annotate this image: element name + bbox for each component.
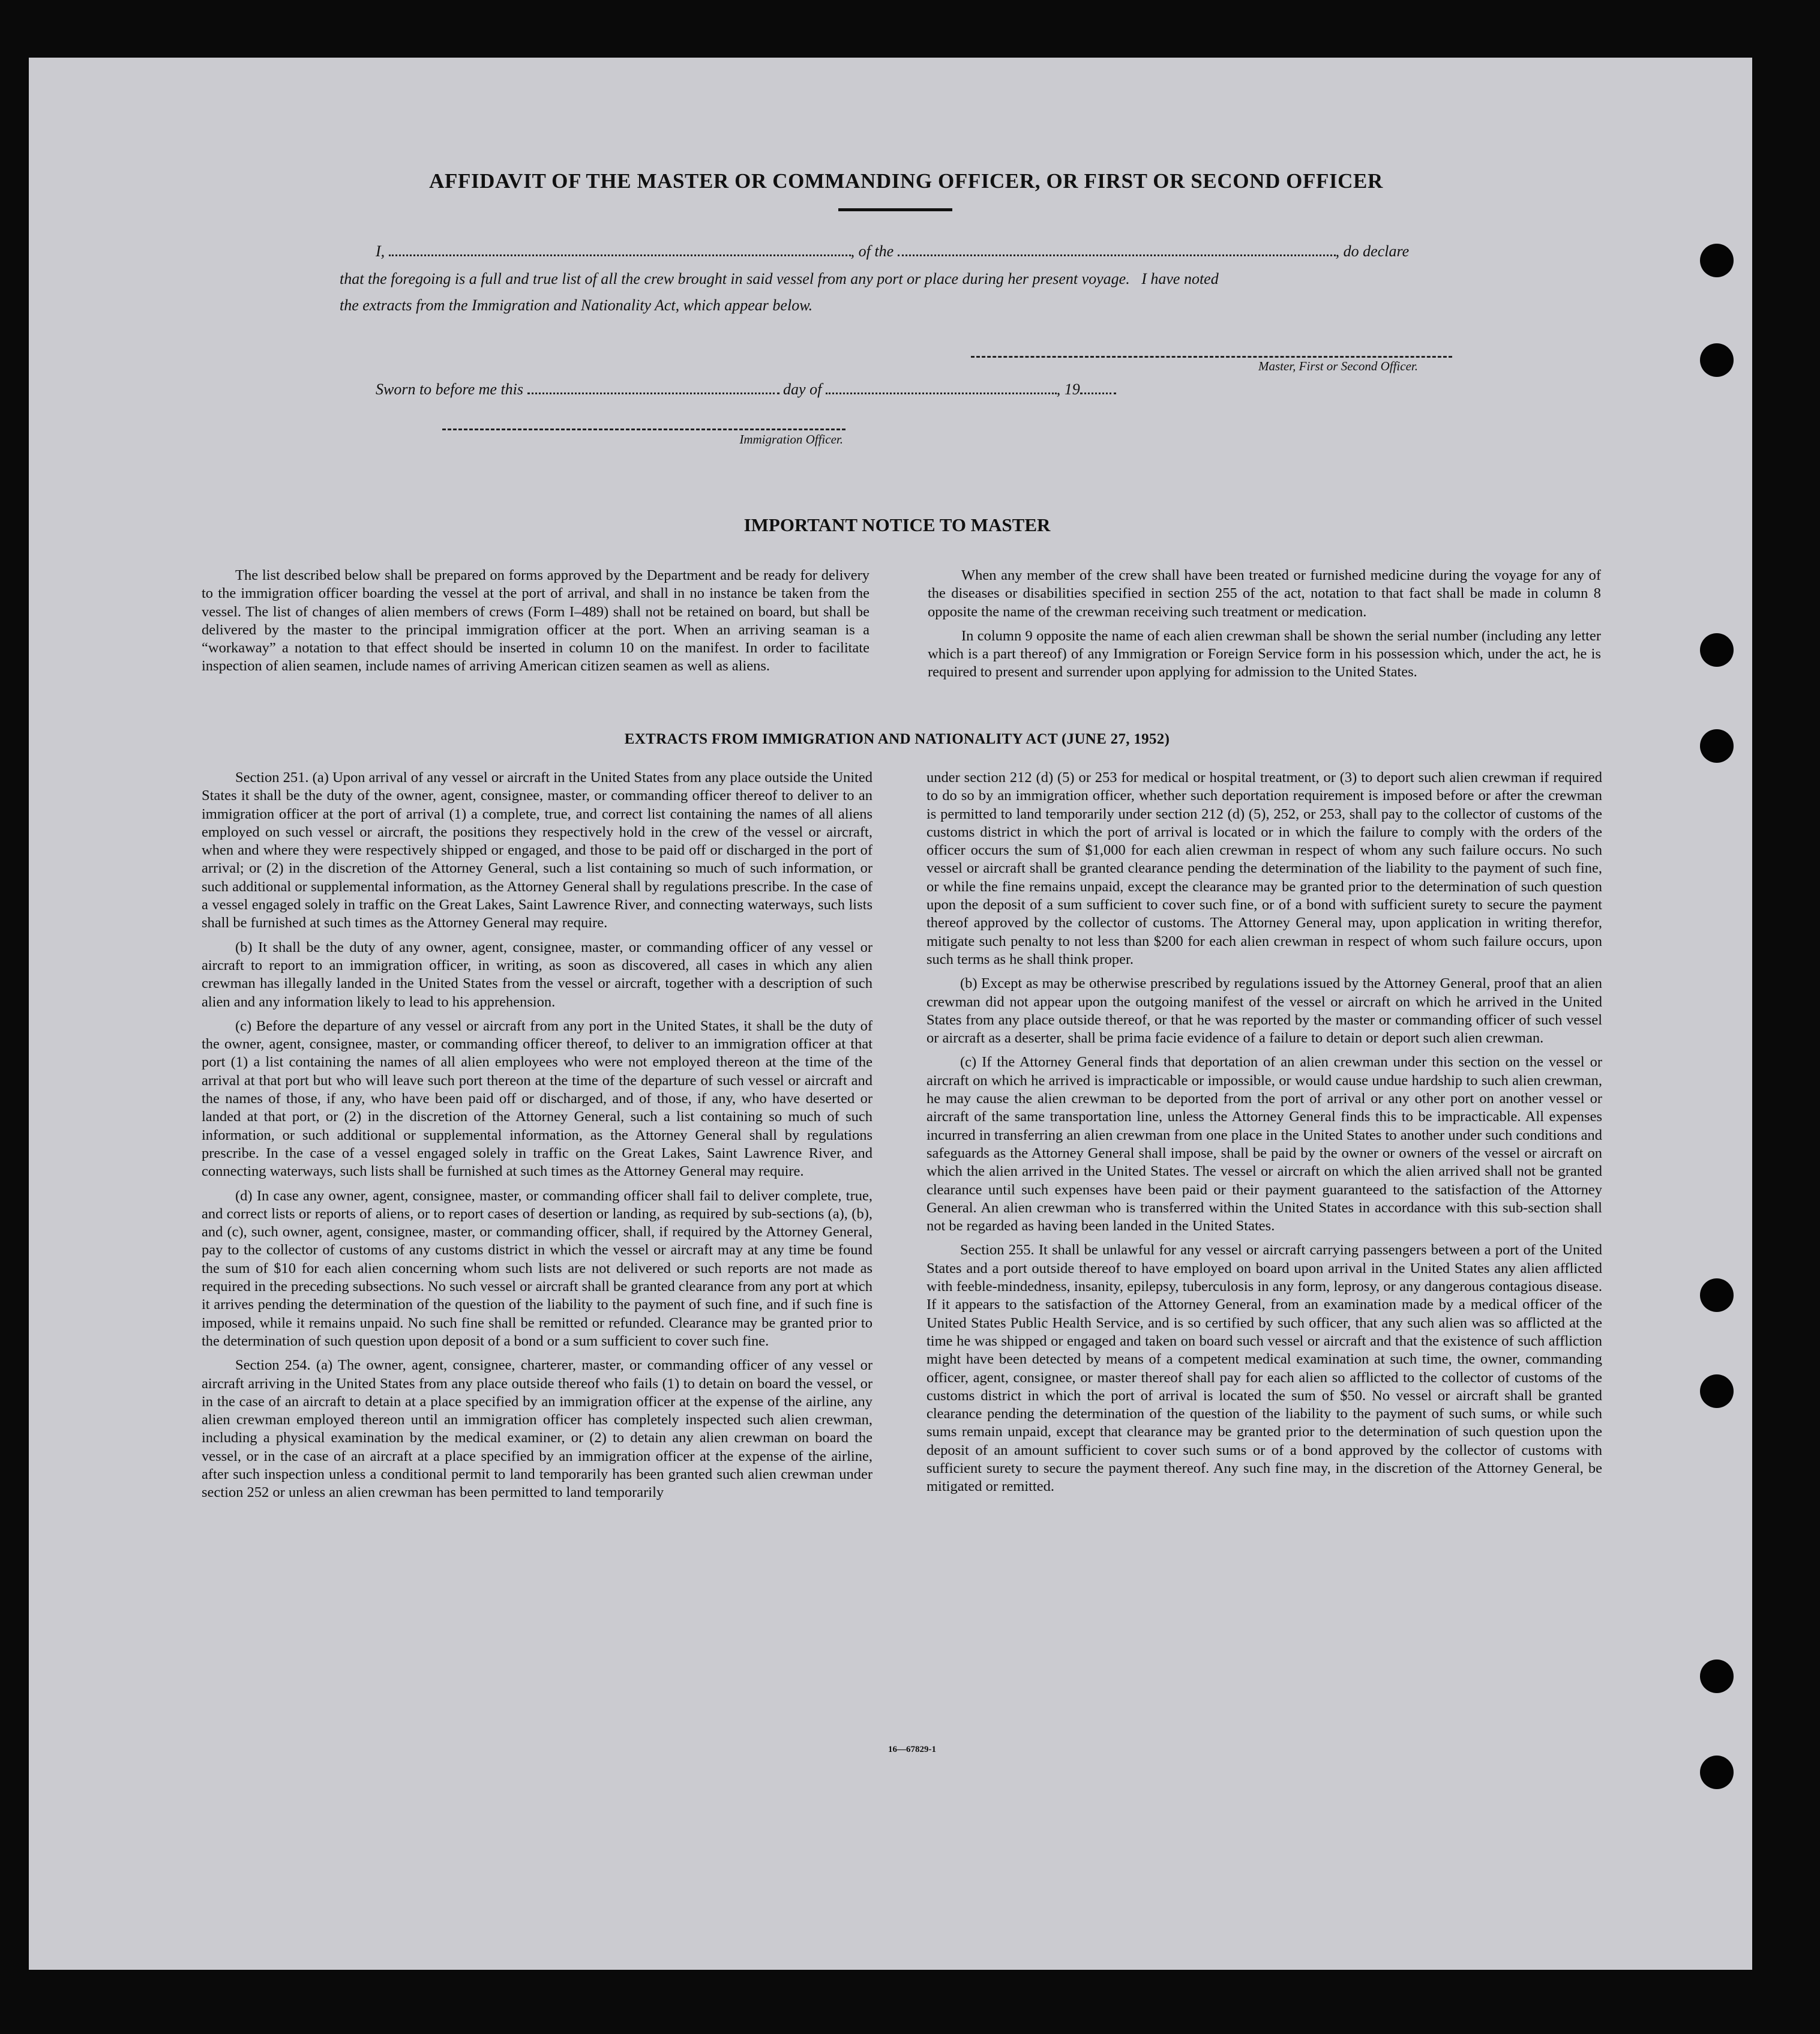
act-section-paragraph: (d) In case any owner, agent, consignee, master, or commanding officer shall fail to deliver complete, true, and correct lists or reports of aliens, or to report cases of desertion or landing, as required by sub-sections (a), (b), and (c), such owner, agent, consignee, master, or commanding officer, shall, if required by the Attorney General, pay to the collector of customs of any customs district in which the vessel or aircraft may at any time be found the sum of $10 for each alien concerning whom such lists are not delivered or such reports are not made as required in the preceding subsections. No such vessel or aircraft shall be granted clearance from any port at which it arrives pending the determination of the question of the liability to the payment of such fine, and if such fine is imposed, while it remains unpaid. No such fine shall be remitted or refunded. Clearance may be granted prior to the determination of such question upon deposit of a bond or a sum sufficient to cover such fine. <box>202 1187 872 1349</box>
sworn-line <box>376 381 1216 399</box>
act-section-paragraph: under section 212 (d) (5) or 253 for medical or hospital treatment, or (3) to deport such alien crewman if required to do so by an immigration officer, whether such deportation requirement is imposed before or after the crewman is permitted to land temporarily under section 212 (d) (5), 252, or 253, shall pay to the collector of customs of the customs district in which the port of arrival is located or in which the failure to comply with the orders of the officer occurs the sum of $1,000 for each alien crewman in respect of whom any such failure occurs. No such vessel or aircraft shall be granted clearance pending the determination of the liability to the payment of such fine, or while the fine remains unpaid, except the clearance may be granted prior to the determination of such question upon the deposit of a sum sufficient to cover such fine, or of a bond with sufficient surety to secure the payment thereof approved by the collector of customs. The Attorney General may, upon application in writing therefor, mitigate such penalty to not less than $200 for each alien crewman in respect of whom such failure occurs, upon such terms as he shall think proper. <box>927 769 1602 967</box>
sworn-month-blank <box>826 393 1057 394</box>
sworn-date-blank <box>527 393 779 394</box>
act-section-paragraph: (c) If the Attorney General finds that deportation of an alien crewman under this section on the vessel or aircraft on which he arrived is impracticable or impossible, or would cause undue hardship to such alien crewman, he may cause the alien crewman to be deported from the port of arrival or any other port on another vessel or aircraft of the same transportation line, unless the Attorney General finds this to be impracticable. All expenses incurred in transferring an alien crewman from one place in the United States to another under such conditions and safeguards as the Attorney General shall impose, shall be paid by the owner or owners of the vessel or aircraft on which the alien arrived in the United States. The vessel or aircraft on which the alien arrived shall not be granted clearance until such expenses have been paid or their payment guaranteed to the satisfaction of the Attorney General. An alien crewman who is transferred within the United States in accordance with this sub-section shall not be regarded as having been landed in the United States. <box>927 1054 1602 1235</box>
affidavit-statement-line: that the foregoing is a full and true list of all the crew brought in said vessel from any port or place during her present voyage. I have noted <box>340 270 1219 287</box>
affidavit-statement-line: the extracts from the Immigration and Nationality Act, which appear below. <box>340 296 813 314</box>
punch-hole <box>1700 729 1734 763</box>
name-blank <box>389 254 851 256</box>
punch-hole <box>1700 1278 1734 1312</box>
extracts-left-column <box>202 769 872 1508</box>
act-section-paragraph: Section 255. It shall be unlawful for any vessel or aircraft carrying passengers between a port of the United States and a port outside thereof to have employed on board upon arrival in the United States any alien afflicted with feeble-mindedness, insanity, epilepsy, tuberculosis in any form, leprosy, or any dangerous contagious disease. If it appears to the satisfaction of the Attorney General, from an examination made by a medical officer of the United States Public Health Service, and is so certified by such officer, that any such alien was so afflicted at the time he was shipped or engaged and taken on board such vessel or aircraft and that the existence of such affliction might have been detected by means of a competent medical examination at such time, the owner, commanding officer, agent, consignee, or master thereof shall pay for each alien so afflicted to the collector of customs of the customs district in which the port of arrival is located the sum of $50. No vessel or aircraft shall be granted clearance pending the determination of the question of the liability to the payment of such sums, or while such sums remain unpaid, except that clearance may be granted prior to the determination of such question upon the deposit of an amount sufficient to cover such sums or of a bond approved by the collector of customs with sufficient surety to secure the payment thereof. Any such fine may, in the discretion of the Attorney General, be mitigated or remitted. <box>927 1242 1602 1495</box>
notice-left-column <box>202 567 869 682</box>
punch-hole <box>1700 633 1734 667</box>
act-section-paragraph: (b) Except as may be otherwise prescribed by regulations issued by the Attorney General, proof that an alien crewman did not appear upon the outgoing manifest of the vessel or aircraft on which he arrived in the United States from any place outside thereof, or that he was reported by the master or commanding officer of such vessel or aircraft as a deserter, shall be prima facie evidence of a failure to detain or deport such alien crewman. <box>927 975 1602 1047</box>
title-underline <box>838 208 952 211</box>
affidavit-declaration-line <box>376 242 1456 260</box>
master-signature-line <box>971 356 1452 358</box>
notice-heading: IMPORTANT NOTICE TO MASTER <box>743 514 1051 535</box>
affidavit-title: AFFIDAVIT OF THE MASTER OR COMMANDING OFFICER, OR FIRST OR SECOND OFFICER <box>429 169 1383 193</box>
punch-hole <box>1700 1659 1734 1693</box>
officer-signature-caption: Immigration Officer. <box>739 432 843 447</box>
form-number: 16—67829-1 <box>888 1745 936 1754</box>
punch-hole <box>1700 1374 1734 1408</box>
act-section-paragraph: (b) It shall be the duty of any owner, agent, consignee, master, or commanding officer of any vessel or aircraft to report to an immigration officer, in writing, as soon as discovered, all cases in which any alien crewman has illegally landed in the United States from the vessel or aircraft, together with a description of such alien and any information likely to lead to his apprehension. <box>202 939 872 1010</box>
act-section-paragraph: Section 251. (a) Upon arrival of any vessel or aircraft in the United States from any place outside the United States it shall be the duty of the owner, agent, consignee, master, or commanding officer thereof to deliver to an immigration officer at the port of arrival (1) a complete, true, and correct list containing the names of all aliens employed on such vessel or aircraft, the positions they respectively hold in the crew of the vessel or aircraft, when and where they were respectively shipped or engaged, and those to be paid off or discharged in the port of arrival; or (2) in the discretion of the Attorney General, such a list containing so much of such information, or such additional or supplemental information, as the Attorney General shall by regulations prescribe. In the case of a vessel engaged solely in traffic on the Great Lakes, Saint Lawrence River, and connecting waterways, such lists shall be furnished at such times as the Attorney General may require. <box>202 769 872 931</box>
year-blank <box>1080 393 1116 394</box>
notice-paragraph: The list described below shall be prepared on forms approved by the Department and be ready for delivery to the immigration officer boarding the vessel at the port of arrival, and shall in no instance be taken from the vessel. The list of changes of alien members of crews (Form I–489) shall not be retained on board, but shall be delivered by the master to the principal immigration officer at the port. When an arriving seaman is a “workaway” a notation to that effect should be inserted in column 10 on the manifest. In order to facilitate inspection of alien seamen, include names of arriving American citizen seamen as well as aliens. <box>202 567 869 675</box>
officer-signature-line <box>442 429 845 430</box>
master-signature-caption: Master, First or Second Officer. <box>1258 359 1418 373</box>
extracts-heading: EXTRACTS FROM IMMIGRATION AND NATIONALITY ACT (JUNE 27, 1952) <box>624 731 1170 747</box>
notice-paragraph: When any member of the crew shall have been treated or furnished medicine during the voyage for any of the diseases or disabilities specified in section 255 of the act, notation to that fact shall be made in column 8 opposite the name of the crewman receiving such treatment or medication. <box>928 567 1601 620</box>
declare-label: , do declare <box>1335 242 1410 260</box>
act-section-paragraph: (c) Before the departure of any vessel or aircraft from any port in the United States, it shall be the duty of the owner, agent, consignee, master, or commanding officer thereof, to deliver to an immigration officer at that port (1) a list containing the names of all alien employees who were not employed thereon at the time of the arrival at that port but who will leave such port thereon at the time of the departure of such vessel or aircraft and the names of those, if any, who have been paid off or discharged, and of those, if any, who have deserted or landed at that port, or (2) in the discretion of the Attorney General, such a list containing so much of such information, or such additional or supplemental information, as the Attorney General shall by regulations prescribe. In the case of a vessel engaged solely in traffic on the Great Lakes, Saint Lawrence River, and connecting waterways, such lists shall be furnished at such times as the Attorney General may require. <box>202 1017 872 1180</box>
sworn-label: Sworn to before me this <box>376 381 524 398</box>
vessel-blank <box>898 254 1336 256</box>
affidavit-i-label: I, <box>376 242 385 260</box>
extracts-right-column <box>927 769 1602 1502</box>
notice-paragraph: In column 9 opposite the name of each alien crewman shall be shown the serial number (including any letter which is a part thereof) of any Immigration or Foreign Service form in his possession which, under the act, he is required to present and surrender upon applying for admission to the United States. <box>928 627 1601 681</box>
notice-right-column <box>928 567 1601 688</box>
day-of-label: day of <box>783 381 822 398</box>
punch-hole <box>1700 244 1734 277</box>
year-label: , 19 <box>1056 381 1080 398</box>
punch-hole <box>1700 1756 1734 1789</box>
punch-hole <box>1700 343 1734 377</box>
of-the-label: , of the <box>850 242 894 260</box>
act-section-paragraph: Section 254. (a) The owner, agent, consignee, charterer, master, or commanding officer of any vessel or aircraft arriving in the United States from any place outside thereof who fails (1) to detain on board the vessel, or in the case of an aircraft to detain at a place specified by an immigration officer at the expense of the airline, any alien crewman employed thereon until an immigration officer has completely inspected such alien crewman, including a physical examination by the medical examiner, or (2) to detain any alien crewman on board the vessel, or in the case of an aircraft at a place specified by an immigration officer at the expense of the airline, after such inspection unless a conditional permit to land temporarily has been granted such alien crewman under section 252 or unless an alien crewman has been permitted to land temporarily <box>202 1357 872 1501</box>
